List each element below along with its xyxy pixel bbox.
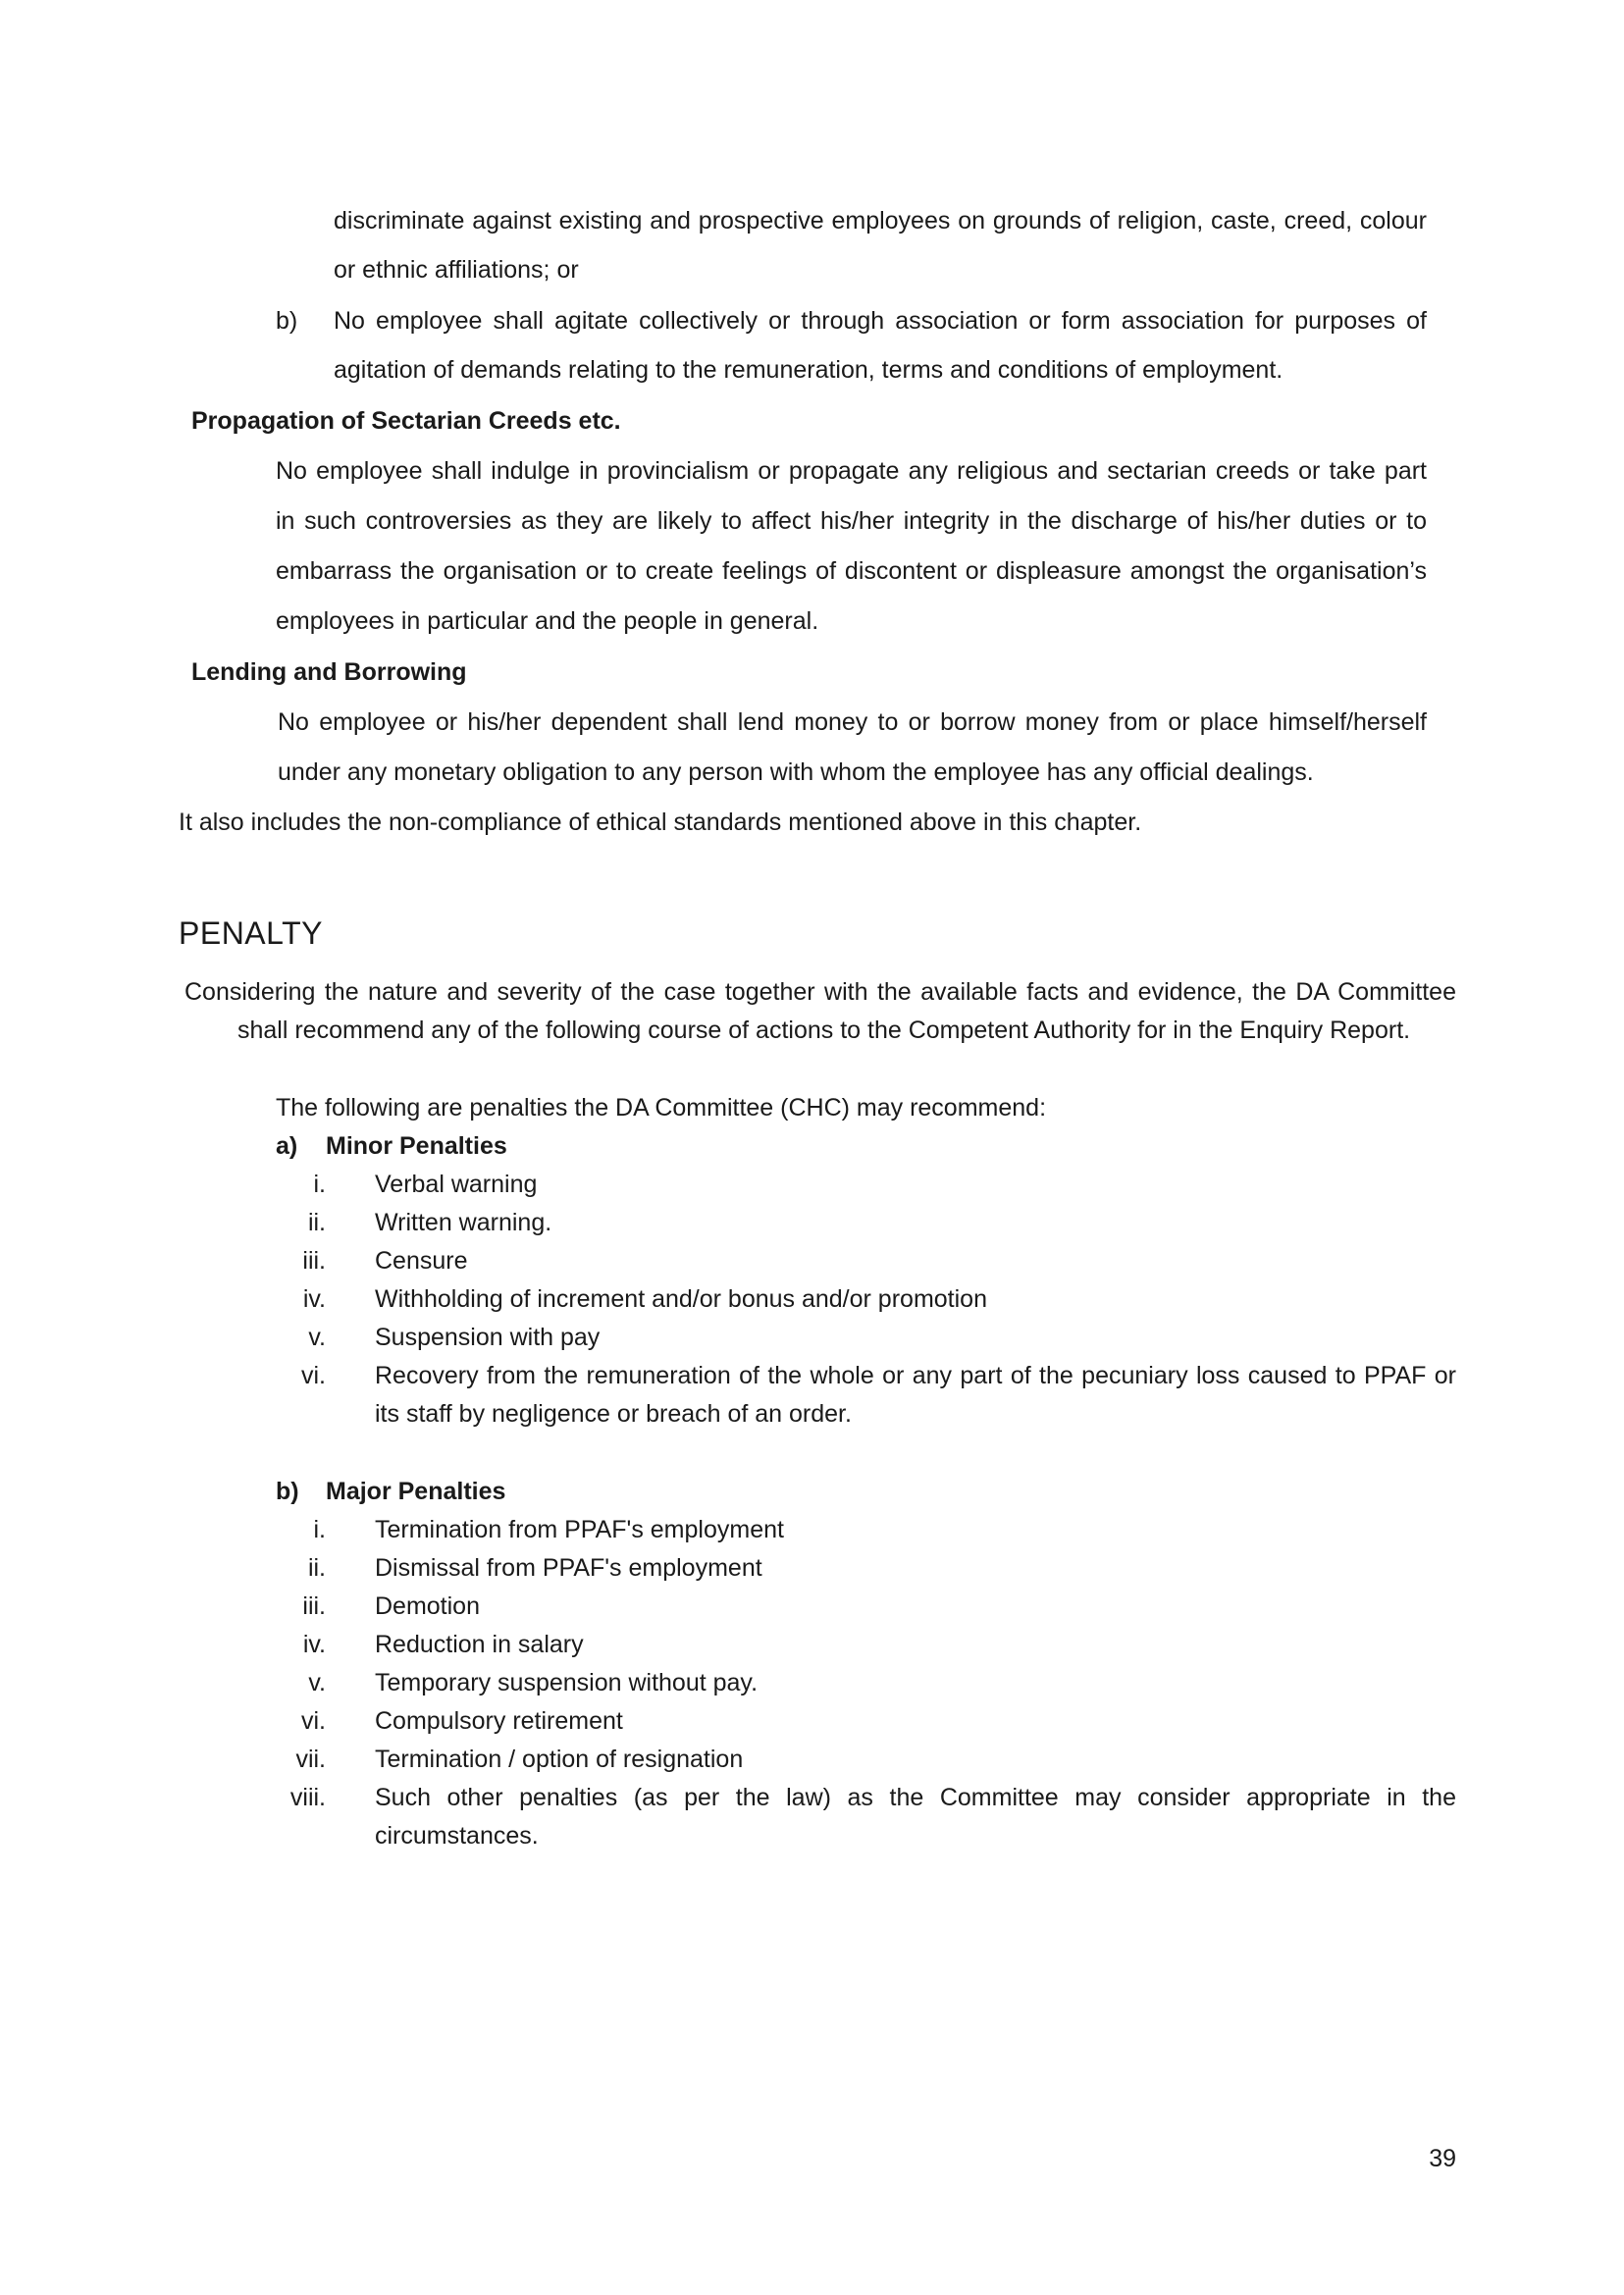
list-marker: b) — [276, 307, 298, 335]
list-numeral: i. — [313, 1171, 326, 1198]
list-item: circumstances. — [375, 1822, 539, 1850]
list-numeral: iv. — [302, 1285, 326, 1313]
list-numeral: iv. — [302, 1631, 326, 1658]
list-numeral: ii. — [307, 1554, 326, 1582]
item-b-line: No employee shall agitate collectively or through association or form association for purposes of — [334, 307, 1427, 335]
paragraph-line: embarrass the organisation or to create feelings of discontent or displeasure amongst the organisation’s — [276, 557, 1427, 585]
intro-line: shall recommend any of the following course of actions to the Competent Authority for in the Enquiry Report. — [237, 1017, 1411, 1044]
paragraph-line: No employee shall indulge in provincialism or propagate any religious and sectarian creeds or take part — [276, 457, 1427, 485]
page-number: 39 — [1429, 2145, 1456, 2172]
list-item: Withholding of increment and/or bonus and/or promotion — [375, 1285, 987, 1313]
list-item: Suspension with pay — [375, 1324, 601, 1351]
paragraph-line: No employee or his/her dependent shall lend money to or borrow money from or place himself/herself — [278, 708, 1427, 736]
list-numeral: viii. — [289, 1784, 326, 1811]
list-item: Compulsory retirement — [375, 1707, 623, 1735]
paragraph-line: employees in particular and the people in general. — [276, 607, 819, 635]
list-item: Written warning. — [375, 1209, 552, 1236]
continuation-line: discriminate against existing and prospective employees on grounds of religion, caste, creed, colour — [334, 207, 1427, 235]
list-numeral: iii. — [302, 1247, 326, 1275]
list-numeral: vii. — [295, 1746, 326, 1773]
list-numeral: v. — [308, 1324, 326, 1351]
subsection-marker: b) — [276, 1478, 299, 1505]
list-item: Dismissal from PPAF's employment — [375, 1554, 762, 1582]
list-item: Such other penalties (as per the law) as the Committee may consider appropriate in the — [375, 1784, 1456, 1811]
list-item: its staff by negligence or breach of an order. — [375, 1400, 852, 1428]
list-numeral: v. — [308, 1669, 326, 1696]
subsection-title: Major Penalties — [326, 1478, 506, 1505]
list-item: Reduction in salary — [375, 1631, 584, 1658]
paragraph-line: in such controversies as they are likely to affect his/her integrity in the discharge of his/her duties or to — [276, 507, 1427, 535]
list-numeral: iii. — [302, 1592, 326, 1620]
list-item: Verbal warning — [375, 1171, 538, 1198]
list-intro: The following are penalties the DA Committee (CHC) may recommend: — [276, 1094, 1047, 1121]
list-item: Temporary suspension without pay. — [375, 1669, 759, 1696]
closing-note: It also includes the non-compliance of ethical standards mentioned above in this chapter. — [179, 808, 1142, 836]
list-item: Demotion — [375, 1592, 480, 1620]
item-b-line: agitation of demands relating to the remuneration, terms and conditions of employment. — [334, 356, 1283, 384]
list-numeral: ii. — [307, 1209, 326, 1236]
list-item: Recovery from the remuneration of the whole or any part of the pecuniary loss caused to PPAF or — [375, 1362, 1456, 1389]
list-item: Censure — [375, 1247, 468, 1275]
page-heading: PENALTY — [179, 915, 323, 951]
list-numeral: vi. — [301, 1362, 326, 1389]
subsection-marker: a) — [276, 1132, 298, 1160]
continuation-line: or ethnic affiliations; or — [334, 256, 579, 284]
list-item: Termination from PPAF's employment — [375, 1516, 784, 1543]
list-item: Termination / option of resignation — [375, 1746, 744, 1773]
section-heading: Propagation of Sectarian Creeds etc. — [191, 407, 621, 435]
paragraph-line: under any monetary obligation to any person with whom the employee has any official dealings. — [278, 758, 1314, 786]
list-numeral: vi. — [301, 1707, 326, 1735]
section-heading: Lending and Borrowing — [191, 658, 467, 686]
subsection-title: Minor Penalties — [326, 1132, 507, 1160]
intro-line: Considering the nature and severity of the case together with the available facts and evidence, the DA Committee — [184, 978, 1456, 1006]
list-numeral: i. — [313, 1516, 326, 1543]
